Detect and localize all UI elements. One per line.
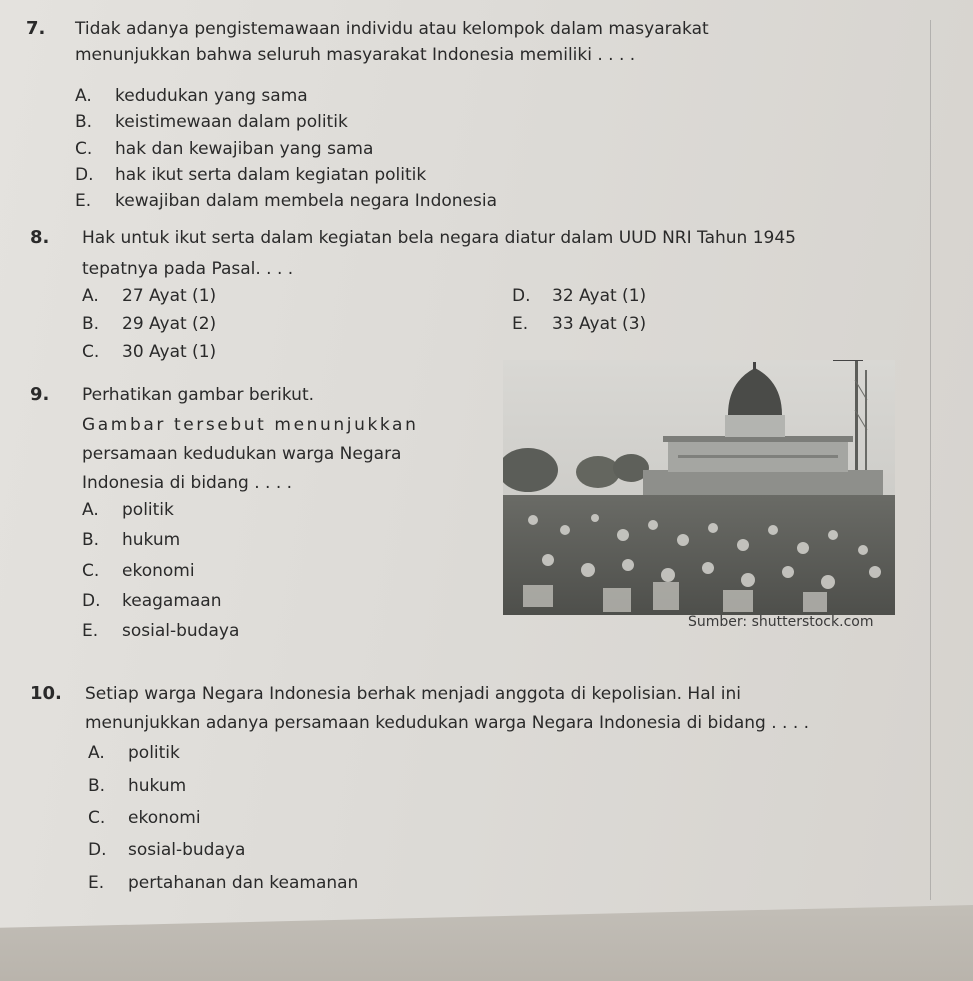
question-10-option-a: A. politik: [88, 743, 180, 763]
question-9-line-3: persamaan kedudukan warga Negara: [82, 444, 402, 464]
question-7-line-2: menunjukkan bahwa seluruh masyarakat Indonesia memiliki . . . .: [75, 45, 636, 65]
question-10-option-d: D. sosial-budaya: [88, 840, 246, 860]
question-10-number: 10.: [30, 683, 62, 704]
question-10-option-b: B. hukum: [88, 776, 187, 796]
question-10-line-2: menunjukkan adanya persamaan kedudukan warga Negara Indonesia di bidang . . . .: [85, 713, 810, 733]
question-8-option-a: A. 27 Ayat (1): [82, 286, 217, 306]
question-8-option-e: E. 33 Ayat (3): [512, 314, 647, 334]
question-8-option-d: D. 32 Ayat (1): [512, 286, 647, 306]
question-9-option-b: B. hukum: [82, 530, 181, 550]
question-10-line-1: Setiap warga Negara Indonesia berhak menjadi anggota di kepolisian. Hal ini: [85, 684, 741, 704]
question-8-number: 8.: [30, 227, 50, 248]
question-7-option-b: B. keistimewaan dalam politik: [75, 112, 348, 132]
question-9-option-d: D. keagamaan: [82, 591, 222, 611]
photo-source-caption: Sumber: shutterstock.com: [688, 614, 874, 630]
question-9-number: 9.: [30, 384, 50, 405]
question-9-option-a: A. politik: [82, 500, 174, 520]
question-8-line-1: Hak untuk ikut serta dalam kegiatan bela negara diatur dalam UUD NRI Tahun 1945: [82, 228, 796, 248]
question-7-number: 7.: [26, 18, 46, 39]
question-7-line-1: Tidak adanya pengistemawaan individu atau kelompok dalam masyarakat: [75, 19, 709, 39]
page-margin-line: [930, 20, 931, 900]
question-8-line-2: tepatnya pada Pasal. . . .: [82, 259, 294, 279]
question-7-option-d: D. hak ikut serta dalam kegiatan politik: [75, 165, 427, 185]
question-10-option-c: C. ekonomi: [88, 808, 201, 828]
question-9-option-e: E. sosial-budaya: [82, 621, 240, 641]
question-9-line-1: Perhatikan gambar berikut.: [82, 385, 315, 405]
question-8-option-c: C. 30 Ayat (1): [82, 342, 217, 362]
question-9-line-4: Indonesia di bidang . . . .: [82, 473, 293, 493]
question-9-option-c: C. ekonomi: [82, 561, 195, 581]
question-7-option-a: A. kedudukan yang sama: [75, 86, 308, 106]
mosque-prayer-photo: [503, 360, 895, 615]
question-9-line-2: Gambar tersebut menunjukkan: [82, 415, 419, 435]
question-10-option-e: E. pertahanan dan keamanan: [88, 873, 359, 893]
question-7-option-c: C. hak dan kewajiban yang sama: [75, 139, 374, 159]
question-7-option-e: E. kewajiban dalam membela negara Indonesia: [75, 191, 498, 211]
question-8-option-b: B. 29 Ayat (2): [82, 314, 217, 334]
